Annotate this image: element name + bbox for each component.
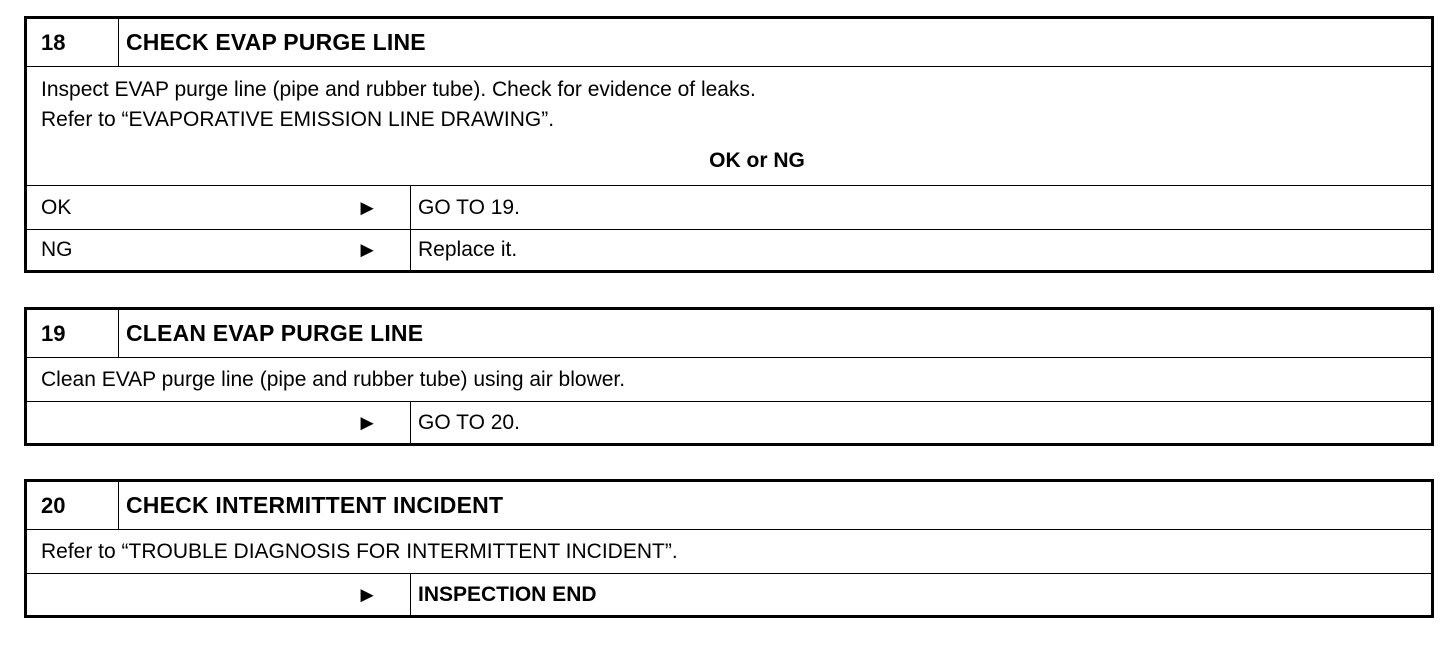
result-condition <box>27 186 411 229</box>
result-row-ok <box>27 186 1431 230</box>
step-body <box>27 67 1431 186</box>
step-instructions: Refer to “TROUBLE DIAGNOSIS FOR INTERMITTENT INCIDENT”. <box>41 539 678 563</box>
step-number: 20 <box>27 482 119 529</box>
result-action: INSPECTION END <box>418 582 597 606</box>
step-body <box>27 530 1431 574</box>
step-body <box>27 358 1431 402</box>
result-condition <box>27 402 411 443</box>
step-18-box <box>24 16 1434 273</box>
condition-label: NG <box>41 238 73 261</box>
ok-or-ng-label: OK or NG <box>709 149 805 172</box>
step-instructions <box>27 67 770 135</box>
step-19-box <box>24 307 1434 446</box>
result-action: GO TO 20. <box>418 410 520 434</box>
arrow-right-icon: ► <box>356 194 378 220</box>
result-action: Replace it. <box>418 238 518 261</box>
step-header <box>27 19 1431 67</box>
arrow-right-icon: ► <box>356 581 378 607</box>
result-condition <box>27 230 411 270</box>
step-20-box <box>24 479 1434 618</box>
result-condition <box>27 574 411 615</box>
step-number: 19 <box>27 310 119 357</box>
instruction-line: Refer to “EVAPORATIVE EMISSION LINE DRAWING”. <box>41 108 555 131</box>
step-title: CLEAN EVAP PURGE LINE <box>126 320 424 346</box>
result-row <box>27 574 1431 615</box>
step-title: CHECK INTERMITTENT INCIDENT <box>126 492 504 518</box>
result-row-ng <box>27 230 1431 270</box>
step-title: CHECK EVAP PURGE LINE <box>126 29 426 55</box>
step-header <box>27 482 1431 530</box>
result-row <box>27 402 1431 443</box>
step-instructions: Clean EVAP purge line (pipe and rubber tube) using air blower. <box>41 367 626 391</box>
step-number: 18 <box>27 19 119 66</box>
instruction-line: Inspect EVAP purge line (pipe and rubber tube). Check for evidence of leaks. <box>41 78 756 101</box>
result-action: GO TO 19. <box>418 195 520 219</box>
step-header <box>27 310 1431 358</box>
arrow-right-icon: ► <box>356 237 378 262</box>
condition-label: OK <box>41 195 72 219</box>
arrow-right-icon: ► <box>356 409 378 435</box>
